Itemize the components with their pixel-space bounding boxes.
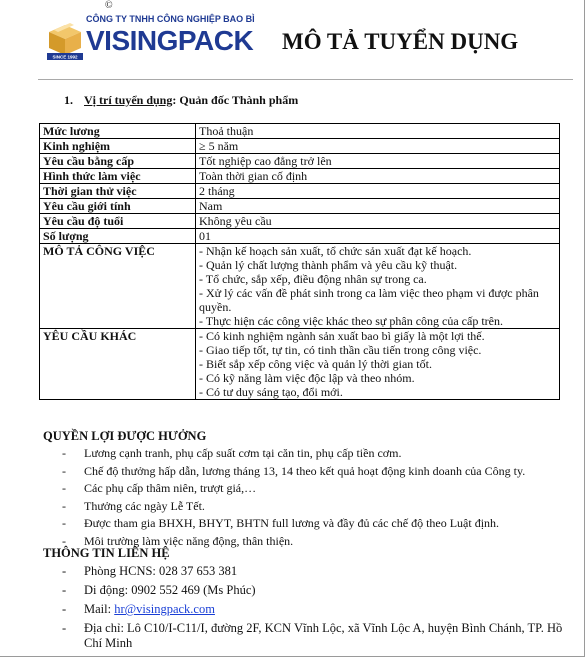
- list-item: - Các phụ cấp thâm niên, trượt giá,…: [62, 481, 572, 497]
- table-row-description: [40, 244, 560, 329]
- position-label: Vị trí tuyển dụng: [84, 93, 173, 107]
- row-value: Nam: [196, 199, 560, 214]
- row-value: Tốt nghiệp cao đẳng trở lên: [196, 154, 560, 169]
- row-key: Yêu cầu giới tính: [40, 199, 196, 214]
- description-value: [196, 244, 560, 329]
- list-item: - Môi trường làm việc năng động, thân thiện.: [62, 534, 572, 550]
- row-key: Yêu cầu độ tuổi: [40, 214, 196, 229]
- list-item: - Tổ chức, sắp xếp, điều động nhân sự trong ca.: [199, 272, 427, 286]
- list-item: - Chế độ thưởng hấp dẫn, lương tháng 13, 14 theo kết quả hoạt động kinh doanh của Công ty.: [62, 464, 572, 480]
- contact-address: - Địa chỉ: Lô C10/I-C11/I, đường 2F, KCN Vĩnh Lộc, xã Vĩnh Lộc A, huyện Bình Chánh, TP. Hồ Chí Minh: [62, 621, 572, 651]
- list-item: - Thực hiện các công việc khác theo sự phân công của cấp trên.: [199, 314, 503, 328]
- description-key: MÔ TẢ CÔNG VIỆC: [40, 244, 196, 329]
- list-item: - Xử lý các vấn đề phát sinh trong ca làm việc theo phạm vi được phân quyền.: [199, 286, 539, 314]
- list-item: - Được tham gia BHXH, BHYT, BHTN full lương và đầy đủ các chế độ theo Luật định.: [62, 516, 572, 532]
- table-row: [40, 214, 560, 229]
- row-key: Hình thức làm việc: [40, 169, 196, 184]
- table-row: [40, 184, 560, 199]
- row-key: Mức lương: [40, 124, 196, 139]
- row-value: Thoả thuận: [196, 124, 560, 139]
- job-info-table: [39, 123, 560, 400]
- row-value: Toàn thời gian cố định: [196, 169, 560, 184]
- row-value: 01: [196, 229, 560, 244]
- contact-title: THÔNG TIN LIÊN HỆ: [43, 546, 170, 560]
- since-label: SINCE 1992: [52, 54, 78, 60]
- row-key: Số lượng: [40, 229, 196, 244]
- table-row: [40, 199, 560, 214]
- requirements-key: YÊU CẦU KHÁC: [40, 329, 196, 400]
- position-number: 1.: [64, 93, 73, 107]
- position-heading: [64, 93, 298, 108]
- contact-phone: - Phòng HCNS: 028 37 653 381: [62, 564, 572, 579]
- document-title: MÔ TẢ TUYỂN DỤNG: [282, 29, 519, 54]
- contact-mobile: - Di động: 0902 552 469 (Ms Phúc): [62, 583, 572, 598]
- row-value: Không yêu cầu: [196, 214, 560, 229]
- list-item: - Có tư duy sáng tạo, đổi mới.: [199, 385, 343, 399]
- position-value: : Quản đốc Thành phẩm: [172, 93, 299, 107]
- table-row: [40, 124, 560, 139]
- list-item: - Có kinh nghiệm ngành sản xuất bao bì giấy là một lợi thế.: [199, 329, 485, 343]
- list-item: - Có kỹ năng làm việc độc lập và theo nhóm.: [199, 371, 415, 385]
- contact-mail: [62, 602, 572, 617]
- table-row: [40, 169, 560, 184]
- table-row: [40, 139, 560, 154]
- table-row: [40, 229, 560, 244]
- list-item: - Biết sắp xếp công việc và quản lý thời gian tốt.: [199, 357, 432, 371]
- description-list: [199, 244, 556, 328]
- row-key: Thời gian thử việc: [40, 184, 196, 199]
- list-item: - Thưởng các ngày Lễ Tết.: [62, 499, 572, 515]
- benefits-list: [62, 446, 572, 551]
- row-key: Yêu cầu bằng cấp: [40, 154, 196, 169]
- table-row: [40, 154, 560, 169]
- row-value: 2 tháng: [196, 184, 560, 199]
- table-row-requirements: [40, 329, 560, 400]
- mail-label: Mail:: [84, 602, 115, 616]
- list-item: - Giao tiếp tốt, tự tin, có tinh thần cầu tiến trong công việc.: [199, 343, 482, 357]
- requirements-value: [196, 329, 560, 400]
- row-value: ≥ 5 năm: [196, 139, 560, 154]
- box-logo-icon: [46, 20, 84, 60]
- email-link[interactable]: hr@visingpack.com: [114, 602, 215, 616]
- row-key: Kinh nghiệm: [40, 139, 196, 154]
- brand-logo-text: VISINGPACK: [86, 25, 254, 56]
- list-item: - Quản lý chất lượng thành phẩm và yêu cầu kỹ thuật.: [199, 258, 458, 272]
- document-header: [0, 0, 586, 80]
- requirements-list: [199, 329, 556, 399]
- company-name: CÔNG TY TNHH CÔNG NGHIỆP BAO BÌ: [86, 14, 255, 24]
- contact-list: [62, 564, 572, 655]
- benefits-title: QUYỀN LỢI ĐƯỢC HƯỞNG: [43, 429, 207, 443]
- copyright-symbol: ©: [105, 0, 113, 11]
- list-item: - Nhận kế hoạch sản xuất, tổ chức sản xuất đạt kế hoạch.: [199, 244, 472, 258]
- list-item: - Lương cạnh tranh, phụ cấp suất cơm tại căn tin, phụ cấp tiền cơm.: [62, 446, 572, 462]
- header-divider: [38, 79, 573, 80]
